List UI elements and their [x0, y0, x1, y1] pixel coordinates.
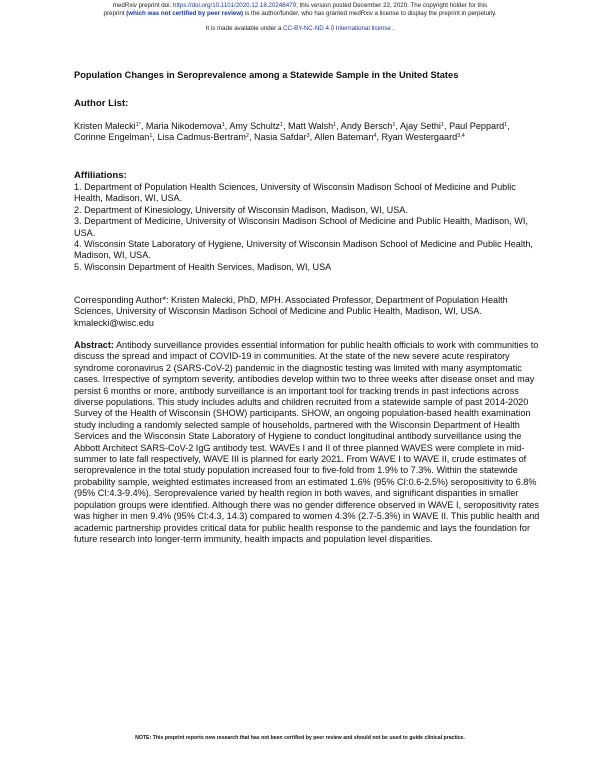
author-affiliation-marker: 1 [279, 122, 283, 128]
author-name: Matt Walsh [288, 121, 334, 131]
abstract [74, 340, 544, 545]
doi-link[interactable]: https://doi.org/10.1101/2020.12.18.20248479 [173, 2, 297, 9]
affiliation-item: 4. Wisconsin State Laboratory of Hygiene, University of Wisconsin Madison School of Medicine and Public Health, Madison, WI, USA. [74, 239, 533, 261]
author-affiliation-marker: 3 [306, 133, 310, 140]
corresponding-author: Corresponding Author*: Kristen Malecki, PhD, MPH. Associated Professor, Department of Population Health Sciences, University of Wisconsin Madison School of Medicine and Public Health, Madison, WI, USA. kmalecki@wisc.edu [74, 295, 508, 328]
affiliation-item: 1. Department of Population Health Sciences, University of Wisconsin Madison School of Medicine and Public Health, Madison, WI, USA. [74, 182, 516, 204]
preprint-disclaimer: NOTE: This preprint reports new research that has not been certified by peer review and should not be used to guide clinical practice. [135, 735, 465, 741]
author-affiliation-marker: 1* [135, 122, 141, 128]
author-affiliation-marker: 1 [149, 133, 153, 140]
author-affiliation-marker: 4 [373, 133, 377, 140]
affiliations-list [74, 182, 544, 273]
abstract-label: Abstract: [74, 340, 114, 350]
author-affiliation-marker: 1 [504, 122, 508, 128]
affiliation-item: 5. Wisconsin Department of Health Services, Madison, WI, USA [74, 261, 332, 272]
author-name: Lisa Cadmus-Bertram [157, 132, 246, 143]
author-name: Nasia Safdar [254, 132, 307, 143]
author-affiliation-marker: 1 [440, 122, 444, 128]
author-name: Amy Schultz [229, 121, 280, 131]
abstract-body: Antibody surveillance provides essential information for public health officials to work with communities to discuss the spread and impact of COVID-19 in communities. At the state of the new severe acute respiratory syndrome coronavirus 2 (SARS-CoV-2) pandemic in the diagnostic testing was limited with many asymptomatic cases. Irrespective of symptom severity, antibodies develop within two to three weeks after disease onset and may persist 6 months or more, antibody surveillance is an important tool for tracking trends in past infections across diverse populations. This study includes adults and children recruited from a statewide sample of past 2014-2020 Survey of the Health of Wisconsin (SHOW) participants. SHOW, an ongoing population-based health examination study including a randomly selected sample of households, partnered with the Wisconsin Department of Health Services and the Wisconsin State Laboratory of Hygiene to conduct longitudinal antibody surveillance using the Abbott Architect SARS-CoV-2 IgG antibody test. WAVEs I and II of three planned WAVES were complete in mid-summer to late fall respectively, WAVE III is planned for early 2021. From WAVE I to WAVE II, crude estimates of seroprevalence in the total study population increased four to five-fold from 1.9% to 7.3%. Within the statewide probability sample, weighted estimates increased from an estimated 1.6% (95% CI:0.6-2.5%) seropositivity to 6.8% (95% CI:4.3-9.4%). Seroprevalence varied by health region in both waves, and significant disparities in smaller population groups were identified. Although there was no gender difference observed in WAVE I, seropositivity rates was higher in men 9.4% (95% CI:4.3, 14.3) compared to women 4.3% (2.7-5.3%) in WAVE II. This public health and academic partnership provides critical data for public health response to the pandemic and lays the foundation for future research into longer-term immunity, health impacts and population level disparities. [74, 340, 540, 544]
peer-review-notice: (which was not certified by peer review) [126, 10, 244, 17]
author-name: Andy Bersch [340, 121, 393, 131]
preprint-header-line-1: medRxiv preprint doi: https://doi.org/10.1101/2020.12.18.20248479; this version posted December 22, 2020. The copyright holder for this [112, 2, 488, 9]
author-affiliation-marker: 3,4 [457, 133, 465, 140]
license-link[interactable]: CC-BY-NC-ND 4.0 International license [283, 25, 391, 32]
author-name: Corinne Engelman [74, 132, 150, 143]
author-name: Allen Bateman [314, 132, 374, 143]
affiliation-item: 3. Department of Medicine, University of Wisconsin Madison School of Medicine and Public Health, Madison, WI, USA. [74, 216, 528, 238]
author-affiliation-marker: 1 [333, 122, 337, 128]
author-name: Maria Nikodemova [145, 121, 222, 131]
author-affiliation-marker: 1 [392, 122, 396, 128]
affiliation-item: 2. Department of Kinesiology, University of Wisconsin Madison, Madison, WI, USA. [74, 204, 408, 215]
author-name: Ajay Sethi [399, 121, 441, 131]
author-list: Kristen Malecki$^{1*}$, Maria Nikodemova$^1$, Amy Schultz$^1$, Matt Walsh$^1$, Andy Bersch$^1$, Ajay Sethi$^1$, Paul Peppard$^1$, Corinne Engelman$^1$, Lisa Cadmus-Bertram$^2$, Nasia Safdar$^3$, Allen Bateman$^4$, Ryan Westergaard$^{3,4}$ [74, 121, 510, 143]
author-name: Ryan Westergaard [381, 132, 458, 143]
license-line: It is made available under a CC-BY-NC-ND 4.0 International license . [205, 25, 395, 32]
author-name: Kristen Malecki [74, 121, 136, 131]
affiliations-heading: Affiliations: [74, 170, 127, 181]
author-name: Paul Peppard [449, 121, 505, 131]
paper-title: Population Changes in Seroprevalence among a Statewide Sample in the United States [74, 70, 459, 80]
author-list-heading: Author List: [74, 98, 129, 109]
author-affiliation-marker: 1 [221, 122, 225, 128]
preprint-header-line-2: preprint (which was not certified by peer review) is the author/funder, who has granted medRxiv a license to display the preprint in perpetuity. [103, 10, 497, 17]
author-affiliation-marker: 2 [245, 133, 249, 140]
